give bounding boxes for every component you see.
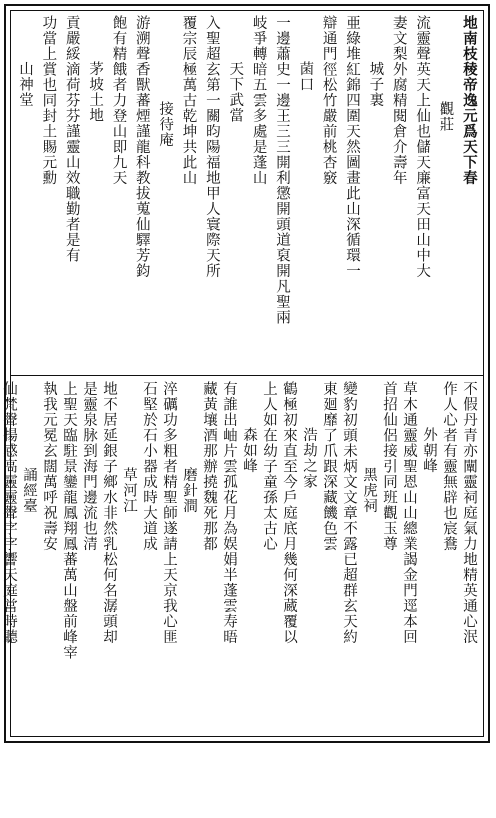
bottom-text-column: 地不居延銀子鄉水非然乳松何名潺頭却: [101, 381, 117, 645]
bottom-text-column: 鶴極初來直至今戶庭底月幾何深蔵覆以: [281, 381, 297, 645]
bottom-text-column: 磨針澗: [181, 467, 197, 514]
bottom-text-column: 變豹初頭未炳文文章不露已超群玄天約: [341, 381, 357, 645]
bottom-text-column: 是靈泉脉到海門邊流也清: [81, 381, 97, 552]
upper-panel: [11, 11, 483, 375]
top-text-column: 游溯聲香獸蕃煙謹龍科教拔蒐仙驛芳鈞: [133, 15, 150, 279]
bottom-text-column: 黑虎祠: [361, 467, 377, 514]
bottom-text-column: 草木通靈威聖恩山山總業謁金門逕本回: [401, 381, 417, 645]
top-text-column: 接待庵: [157, 101, 174, 148]
top-text-column: 功當上賞也同封土賜元勳: [40, 15, 57, 186]
bottom-text-column: 誦經臺: [21, 467, 37, 514]
bottom-text-column: 外朝峰: [421, 427, 437, 474]
top-text-column: 岐爭轉暗五雲多處是蓬山: [250, 15, 267, 186]
bottom-text-column: 有誰出岫片雲孤花月為娱娟半蓬雲寿晤: [221, 381, 237, 645]
top-text-column: 貢嚴綏滴荷芬芬謹靈山效職勤者是有: [63, 15, 80, 263]
top-text-column: 入聖超玄第一關昀陽福地甲人寰際天所: [203, 15, 220, 279]
bottom-text-column: 首招仙侶接引同班觀玉尊: [381, 381, 397, 552]
bottom-text-column: 上人如在幼子童孫太古心: [261, 381, 277, 552]
bottom-text-column: 東廻靡了爪跟深藏饑色雲: [321, 381, 337, 552]
top-text-column: 妻文梨外腐精閱倉介壽年: [390, 15, 407, 186]
bottom-text-column: 不假丹青亦闡靈祠庭氣力地精英通心泯: [461, 381, 477, 645]
top-text-column: 觀莊: [437, 101, 454, 132]
top-text-column: 地南枝稜帝逸元爲天下春: [460, 15, 478, 186]
bottom-text-column: 浩劫之家: [301, 427, 317, 489]
bottom-text-column: 上聖天臨駐景鑾龍鳳翔鳳蕃萬山盤前峰宰: [61, 381, 77, 660]
top-text-column: 流靈聲英天上仙也儲天廉富天田山中大: [414, 15, 431, 279]
bottom-text-column: 執我元冕玄闊萬呼祝壽安: [41, 381, 57, 552]
top-text-column: 辯通門徑松竹嚴前桃杏竅: [320, 15, 337, 186]
bottom-text-column: 森如峰: [241, 427, 257, 474]
bottom-text-column: 仙梵聲揚感高靈靈聲字字響天庭當時聽: [1, 381, 17, 645]
top-text-column: 亜綠堆紅錦四圍天然圖畫此山深循環一: [344, 15, 361, 279]
bottom-text-column: 草河江: [121, 467, 137, 514]
bottom-text-column: 淬礪功多粗者精聖師遂請上天京我心匪: [161, 381, 177, 645]
top-text-column: 天下武當: [227, 61, 244, 123]
upper-columns: [15, 15, 479, 371]
bottom-text-column: 藏黃壤酒那辦撓魏死那都: [201, 381, 217, 552]
bottom-text-column: 作人心者有靈無辟也宸鴦: [441, 381, 457, 552]
lower-columns: [1, 381, 479, 732]
page-frame: [1, 10, 484, 737]
top-text-column: 飽有精餓者力登山即九天: [110, 15, 127, 186]
top-text-column: 城子裏: [367, 61, 384, 108]
top-text-column: 山神堂: [17, 61, 33, 108]
top-text-column: 覆宗辰極萬古乾坤共此山: [180, 15, 197, 186]
top-text-column: 一邊蕭史一邊王三三開利懲開頭道裒開凡聖兩: [273, 15, 290, 325]
bottom-text-column: 石堅於石小器成時大道成: [141, 381, 157, 552]
book-page: [1, 4, 490, 743]
panel-divider: [11, 375, 483, 376]
top-text-column: 菌口: [297, 61, 314, 92]
top-text-column: 茅坡土地: [87, 61, 104, 123]
lower-panel: [1, 377, 483, 736]
